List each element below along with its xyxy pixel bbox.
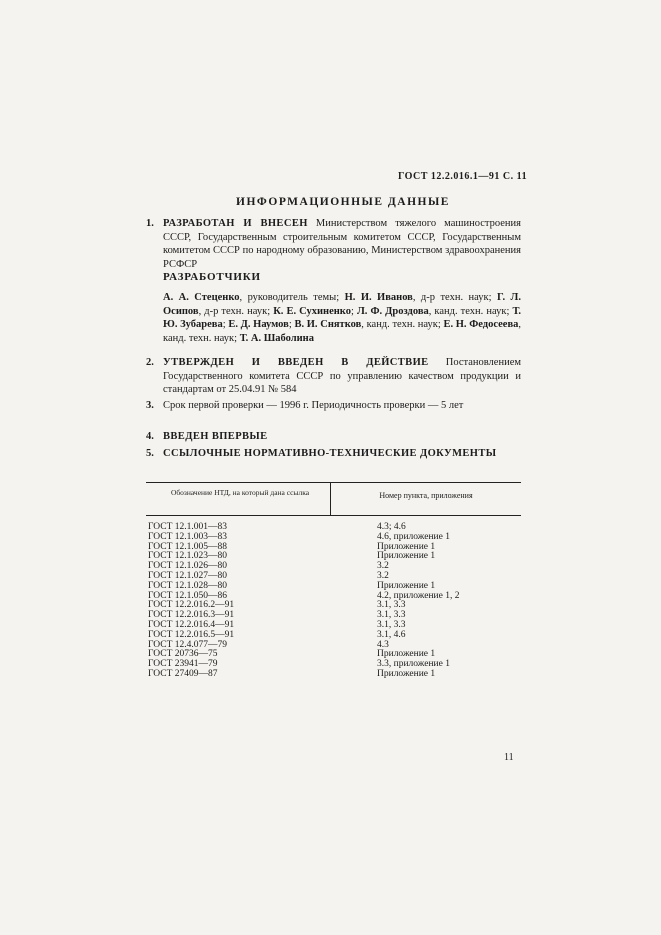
section-4-lead: ВВЕДЕН ВПЕРВЫЕ [163, 431, 268, 442]
table-cell-clause: 3.1, 4.6 [377, 629, 406, 640]
table-cell-document: ГОСТ 27409—87 [148, 668, 218, 679]
table-cell-document: ГОСТ 12.1.001—83 [148, 522, 227, 532]
table-cell-clause: 3.2 [377, 561, 389, 572]
table-cell-document: ГОСТ 12.1.023—80 [148, 551, 227, 562]
developer-name: Л. Ф. Дроздова [356, 305, 429, 317]
developer-role: ; [350, 305, 357, 317]
section-1-number: 1. [146, 218, 154, 229]
table-cell-document: ГОСТ 12.4.077—79 [148, 639, 227, 650]
table-header-clause: Номер пункта, приложения [379, 491, 473, 500]
section-2-text: Постановлением Государственного комитета СССР по управлению качеством продукции и стандартам от 25.04.91 № 584 [163, 357, 521, 395]
table-header-rule [146, 515, 521, 516]
section-5-lead: ССЫЛОЧНЫЕ НОРМАТИВНО-ТЕХНИЧЕСКИЕ ДОКУМЕНТЫ [163, 448, 497, 459]
developer-name: Т. Ю. Зубарева [163, 305, 522, 330]
table-cell-clause: Приложение 1 [377, 649, 436, 660]
developer-name: Е. Н. Федосеева [443, 319, 519, 330]
table-cell-document: ГОСТ 20736—75 [148, 649, 218, 660]
table-body [146, 523, 521, 680]
section-1-text: Министерством тяжелого машиностроения СССР, Государственным строительным комитетом СССР, Государственным комитетом СССР по народному образованию, Министерством здравоохранения РСФСР [163, 218, 521, 270]
table-cell-document: ГОСТ 12.2.016.5—91 [148, 629, 235, 640]
table-cell-document: ГОСТ 12.1.050—86 [148, 590, 227, 601]
table-cell-clause: Приложение 1 [377, 551, 436, 562]
section-4-body [163, 430, 521, 444]
section-5-number: 5. [146, 448, 154, 459]
developers-list [163, 291, 521, 345]
section-1 [146, 217, 521, 271]
developers-heading: РАЗРАБОТЧИКИ [163, 271, 261, 283]
section-3-text: Срок первой проверки — 1996 г. Периодичность проверки — 5 лет [163, 400, 464, 411]
table-cell-document: ГОСТ 12.1.005—88 [148, 541, 227, 552]
section-2-lead: УТВЕРЖДЕН И ВВЕДЕН В ДЕЙСТВИЕ [163, 357, 429, 368]
table-cell-clause: 4.6, приложение 1 [377, 531, 450, 542]
developer-name: А. А. Стеценко [163, 292, 240, 303]
developer-name: К. Е. Сухиненко [273, 305, 351, 317]
section-3-number: 3. [146, 400, 154, 411]
section-5 [146, 447, 521, 461]
table-column-divider [330, 482, 331, 515]
table-cell-clause: 3.1, 3.3 [377, 610, 406, 621]
developer-role: , д-р техн. наук; [198, 305, 274, 317]
section-2-body [163, 356, 521, 397]
section-2 [146, 356, 521, 397]
table-cell-clause: 4.3; 4.6 [377, 522, 406, 532]
table-cell-clause: Приложение 1 [377, 580, 436, 591]
developer-name: Е. Д. Наумов [228, 319, 289, 330]
section-1-body [163, 217, 521, 271]
table-top-rule [146, 482, 521, 483]
table-header-document: Обозначение НТД, на который дана ссылка [170, 488, 310, 497]
developer-name: Г. Л. Осипов [163, 292, 521, 317]
table-row [146, 670, 521, 680]
developer-role: , канд. техн. наук; [428, 305, 513, 317]
table-cell-clause: Приложение 1 [377, 668, 436, 679]
table-cell-document: ГОСТ 12.2.016.4—91 [148, 619, 235, 630]
page-number: 11 [504, 752, 514, 763]
section-1-lead: РАЗРАБОТАН И ВНЕСЕН [163, 218, 308, 229]
table-cell-document: ГОСТ 12.1.027—80 [148, 570, 227, 581]
developer-name: В. И. Снятков [294, 319, 362, 330]
table-cell-clause: 3.1, 3.3 [377, 600, 406, 611]
developer-name: Н. И. Иванов [344, 292, 413, 303]
page-title: ИНФОРМАЦИОННЫЕ ДАННЫЕ [236, 196, 450, 208]
table-cell-document: ГОСТ 12.1.028—80 [148, 580, 227, 591]
developer-name: Т. А. Шаболина [239, 332, 314, 344]
section-4-number: 4. [146, 431, 154, 442]
section-5-body [163, 447, 521, 461]
table-cell-clause: 3.3, приложение 1 [377, 659, 450, 670]
developer-role: , канд. техн. наук; [361, 319, 444, 330]
section-3-body [163, 399, 521, 413]
table-cell-clause: 3.2 [377, 570, 389, 581]
developer-role: , д-р техн. наук; [412, 292, 497, 303]
table-cell-document: ГОСТ 12.2.016.3—91 [148, 610, 235, 621]
developer-role: ; [222, 319, 229, 330]
table-cell-document: ГОСТ 23941—79 [148, 659, 218, 670]
section-2-number: 2. [146, 357, 154, 368]
table-cell-document: ГОСТ 12.1.026—80 [148, 561, 227, 572]
section-4 [146, 430, 521, 444]
table-cell-clause: 3.1, 3.3 [377, 619, 406, 630]
table-cell-document: ГОСТ 12.1.003—83 [148, 531, 227, 542]
developer-role: ; [288, 319, 295, 330]
developer-role: , руководитель темы; [239, 292, 345, 303]
developer-role: , канд. техн. наук; [163, 319, 521, 344]
table-cell-document: ГОСТ 12.2.016.2—91 [148, 600, 235, 611]
table-cell-clause: Приложение 1 [377, 541, 436, 552]
table-cell-clause: 4.3 [377, 639, 389, 650]
section-3 [146, 399, 521, 413]
reference-documents-table [146, 482, 521, 692]
table-cell-clause: 4.2, приложение 1, 2 [377, 590, 460, 601]
standard-code-header: ГОСТ 12.2.016.1—91 С. 11 [398, 171, 528, 182]
